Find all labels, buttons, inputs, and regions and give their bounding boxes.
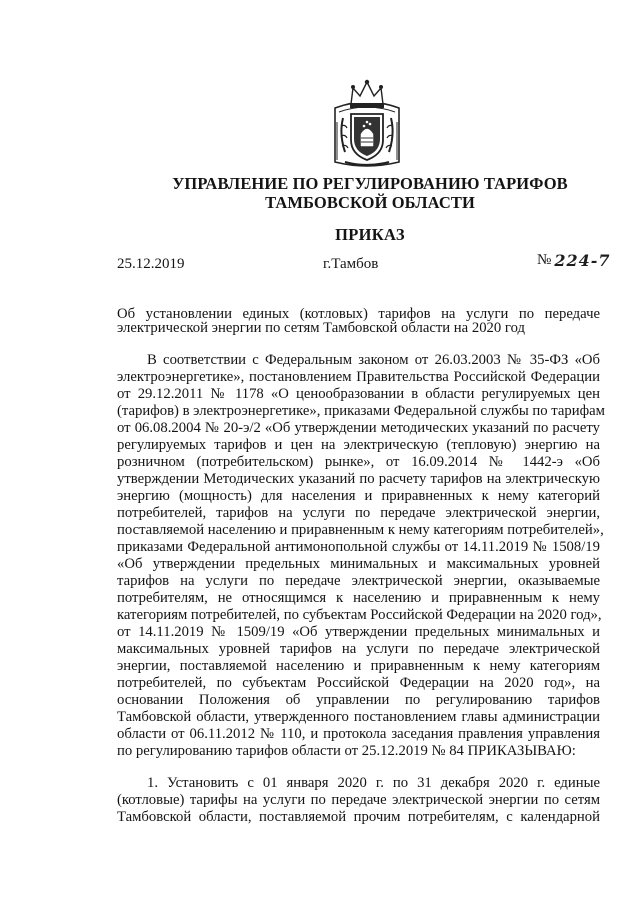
preamble-line: (тарифов) в электроэнергетике», приказами Федеральной службы по тарифам	[117, 403, 605, 419]
preamble-line: энергии, поставляемой населению и приравненным к нему категориям	[117, 658, 600, 674]
preamble-line: максимальных уровней тарифов на услуги по передаче электрической	[117, 641, 600, 657]
item-line: 1. Установить с 01 января 2020 г. по 31 декабря 2020 г. единые	[147, 775, 600, 791]
preamble-line: розничном (потребительском) рынке», от 16.09.2014 № 1442-э «Об	[117, 454, 600, 470]
preamble-line: «Об утверждении предельных минимальных и максимальных уровней	[117, 556, 600, 572]
document-date: 25.12.2019	[117, 256, 185, 272]
document-city: г.Тамбов	[323, 256, 379, 272]
preamble-line: по регулированию тарифов области от 25.12.2019 № 84 ПРИКАЗЫВАЮ:	[117, 743, 576, 759]
title-line: электрической энергии по сетям Тамбовской области на 2020 год	[117, 320, 525, 336]
preamble-line: поставляемой населению и приравненным к нему категориям потребителей»,	[117, 522, 604, 538]
preamble-line: потребителей, по субъектам Российской Федерации на 2020 год», на	[117, 675, 600, 691]
item-line: Тамбовской области, поставляемой прочим потребителям, с календарной	[117, 809, 600, 825]
title-line: Об установлении единых (котловых) тарифов на услуги по передаче	[117, 306, 600, 322]
preamble-line: тарифов на услуги по передаче электрической энергии, оказываемые	[117, 573, 600, 589]
document-number	[537, 251, 610, 270]
organization-name-line2: ТАМБОВСКОЙ ОБЛАСТИ	[265, 193, 475, 212]
preamble-line: потребителей, тарифов на услуги по передаче электрической энергии,	[117, 505, 600, 521]
preamble-line: от 06.08.2004 № 20-э/2 «Об утверждении методических указаний по расчету	[117, 420, 600, 436]
preamble-line: утверждении Методических указаний по расчету тарифов на электрическую	[117, 471, 600, 487]
preamble-line: энергию (мощность) для населения и приравненных к нему категорий	[117, 488, 600, 504]
organization-name-line1: УПРАВЛЕНИЕ ПО РЕГУЛИРОВАНИЮ ТАРИФОВ	[172, 174, 568, 193]
preamble-line: регулируемых тарифов и цен на электрическую (тепловую) энергию на	[117, 437, 600, 453]
preamble-line: приказами Федеральной антимонопольной службы от 14.11.2019 № 1508/19	[117, 539, 600, 555]
document-type-heading: ПРИКАЗ	[335, 225, 405, 244]
preamble-line: Тамбовской области, утвержденного постановлением главы администрации	[117, 709, 600, 725]
preamble-line: В соответствии с Федеральным законом от 26.03.2003 № 35-ФЗ «Об	[147, 352, 600, 368]
coat-of-arms-icon	[329, 78, 405, 170]
preamble-line: электроэнергетике», постановлением Правительства Российской Федерации	[117, 369, 600, 385]
preamble-line: потребителям, не относящимся к населению и приравненным к нему	[117, 590, 600, 606]
preamble-line: от 14.11.2019 № 1509/19 «Об утверждении предельных минимальных и	[117, 624, 600, 640]
preamble-line: основании Положения об управлении по регулированию тарифов	[117, 692, 600, 708]
preamble-line: области от 06.11.2012 № 110, и протокола заседания правления управления	[117, 726, 600, 742]
handwritten-number: 224-7	[554, 251, 611, 270]
preamble-line: от 29.12.2011 № 1178 «О ценообразовании в области регулируемых цен	[117, 386, 600, 402]
preamble-line: категориям потребителей, по субъектам Российской Федерации на 2020 год»,	[117, 607, 602, 623]
item-line: (котловые) тарифы на услуги по передаче электрической энергии по сетям	[117, 792, 600, 808]
number-sign: №	[537, 252, 552, 268]
